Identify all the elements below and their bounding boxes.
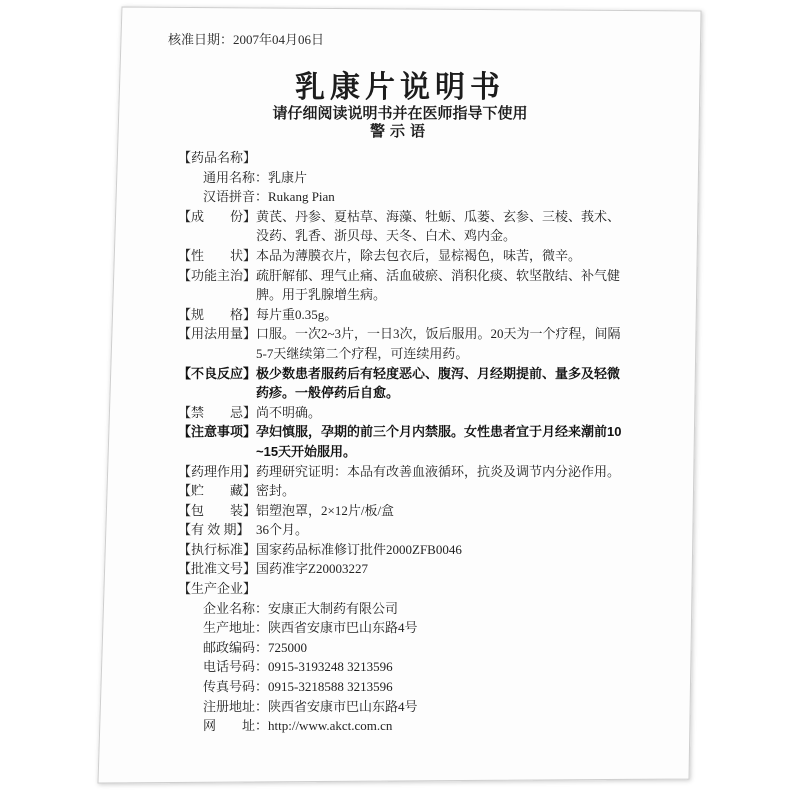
- section-standard: [178, 540, 698, 560]
- section-label: 【禁 忌】: [178, 404, 257, 420]
- section-drug-name: [178, 148, 698, 168]
- section-text: 脾。用于乳腺增生病。: [256, 287, 387, 303]
- section-label: 【功能主治】: [178, 267, 257, 283]
- section-text: 尚不明确。: [256, 404, 322, 420]
- section-ingredients-cont: [178, 226, 698, 246]
- section-dosage: [178, 324, 698, 344]
- section-indications: [178, 266, 698, 286]
- manufacturer-postal-code: [178, 638, 698, 658]
- section-text: 汉语拼音：Rukang Pian: [203, 189, 335, 205]
- section-indications-cont: [178, 285, 698, 305]
- section-text: 密封。: [256, 483, 296, 499]
- document-title: 乳康片说明书: [295, 71, 505, 104]
- section-text: 极少数患者服药后有轻度恶心、腹泻、月经期提前、量多及轻微: [256, 365, 621, 381]
- section-label: 【生产企业】: [178, 581, 257, 597]
- warning-heading: 警示语: [369, 123, 430, 140]
- section-label: 【用法用量】: [178, 326, 257, 342]
- section-contraindications: [178, 403, 698, 423]
- manufacturer-company-name: [178, 599, 698, 619]
- section-text: 电话号码：0915-3193248 3213596: [203, 659, 393, 675]
- section-text: 药疹。一般停药后自愈。: [256, 385, 400, 401]
- manufacturer-fax: [178, 677, 698, 697]
- section-text: 铝塑泡罩，2×12片/板/盒: [256, 502, 395, 518]
- section-label: 【执行标准】: [178, 541, 257, 557]
- section-text: ~15天开始服用。: [256, 443, 357, 459]
- section-label: 【性 状】: [178, 247, 257, 263]
- drug-pinyin-name: [178, 187, 698, 207]
- section-text: 本品为薄膜衣片，除去包衣后，显棕褐色，味苦，微辛。: [256, 247, 582, 263]
- section-adverse-reactions-cont: [178, 383, 698, 403]
- section-precautions-cont: [178, 442, 698, 462]
- section-dosage-cont: [178, 344, 698, 364]
- section-package: [178, 501, 698, 521]
- section-label: 【贮 藏】: [178, 483, 257, 499]
- section-text: 36个月。: [256, 522, 309, 538]
- manufacturer-registered-address: [178, 697, 698, 717]
- section-text: 口服。一次2~3片，一日3次，饭后服用。20天为一个疗程，间隔: [256, 326, 621, 342]
- section-storage: [178, 481, 698, 501]
- section-label: 【成 份】: [178, 208, 257, 224]
- section-text: 网 址：http://www.akct.com.cn: [203, 718, 393, 734]
- insert-body: [178, 148, 698, 736]
- section-expiry: [178, 520, 698, 540]
- section-text: 企业名称：安康正大制药有限公司: [203, 600, 399, 616]
- section-text: 邮政编码：725000: [203, 639, 308, 655]
- section-pharmacology: [178, 462, 698, 482]
- section-text: 5-7天继续第二个疗程，可连续用药。: [256, 345, 469, 361]
- manufacturer-website: [178, 716, 698, 736]
- section-adverse-reactions: [178, 364, 698, 384]
- section-label: 【包 装】: [178, 502, 257, 518]
- manufacturer-phone: [178, 657, 698, 677]
- section-text: 药理研究证明：本品有改善血液循环，抗炎及调节内分泌作用。: [256, 463, 621, 479]
- section-approval-number: [178, 559, 698, 579]
- section-precautions: [178, 422, 698, 442]
- section-text: 注册地址：陕西省安康市巴山东路4号: [203, 698, 418, 714]
- section-text: 疏肝解郁、理气止痛、活血破瘀、消积化痰、软坚散结、补气健: [256, 267, 621, 283]
- section-text: 传真号码：0915-3218588 3213596: [203, 679, 393, 695]
- section-specification: [178, 305, 698, 325]
- section-text: 没药、乳香、浙贝母、天冬、白术、鸡内金。: [256, 228, 517, 244]
- section-ingredients: [178, 207, 698, 227]
- section-text: 国药准字Z20003227: [256, 561, 368, 577]
- section-text: 孕妇慎服，孕期的前三个月内禁服。女性患者宜于月经来潮前10: [256, 424, 622, 440]
- section-label: 【药理作用】: [178, 463, 257, 479]
- section-label: 【不良反应】: [178, 365, 257, 381]
- section-text: 黄芪、丹参、夏枯草、海藻、牡蛎、瓜蒌、玄参、三棱、莪术、: [256, 208, 621, 224]
- section-text: 国家药品标准修订批件2000ZFB0046: [256, 541, 462, 557]
- manufacturer-production-address: [178, 618, 698, 638]
- section-label: 【批准文号】: [178, 561, 257, 577]
- section-label: 【注意事项】: [178, 424, 257, 440]
- section-text: 每片重0.35g。: [256, 306, 338, 322]
- section-manufacturer: [178, 579, 698, 599]
- section-description: [178, 246, 698, 266]
- approval-date: 核准日期：2007年04月06日: [168, 32, 325, 47]
- drug-common-name: [178, 168, 698, 188]
- section-label: 【有 效 期】: [178, 522, 250, 538]
- section-label: 【药品名称】: [178, 150, 257, 165]
- section-text: 通用名称：乳康片: [203, 169, 308, 185]
- usage-instruction: 请仔细阅读说明书并在医师指导下使用: [272, 105, 528, 122]
- section-text: 生产地址：陕西省安康市巴山东路4号: [203, 620, 418, 636]
- section-label: 【规 格】: [178, 306, 257, 322]
